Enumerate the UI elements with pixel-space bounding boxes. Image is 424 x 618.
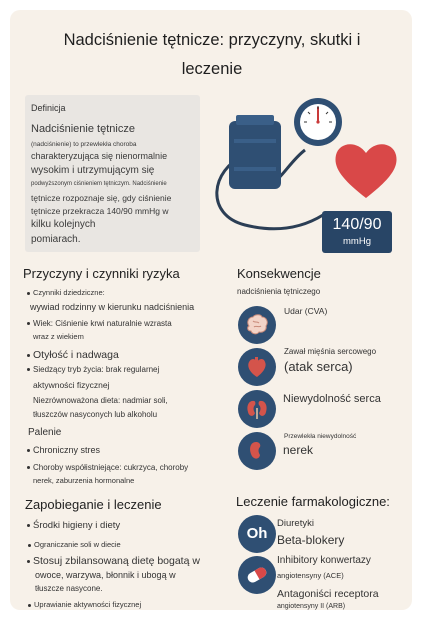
- brain-icon: [245, 314, 269, 336]
- heart-icon: [333, 140, 399, 200]
- page-title: Nadciśnienie tętnicze: przyczyny, skutki i leczenie: [63, 31, 361, 78]
- definition-line: wysokim i utrzymującym się: [31, 165, 155, 176]
- kidney-icon: [245, 398, 269, 420]
- cause-item: Otyłość i nadwaga: [27, 349, 119, 361]
- kidney-icon: [248, 440, 266, 462]
- treatment-title: Leczenie farmakologiczne:: [236, 494, 390, 509]
- pill-icon-circle: [238, 556, 276, 594]
- prevention-item: tłuszcze nasycone.: [35, 584, 103, 593]
- prevention-item: Uprawianie aktywności fizycznej: [28, 600, 141, 609]
- bp-value: 140/90: [332, 216, 382, 233]
- causes-title: Przyczyny i czynniki ryzyka: [23, 266, 180, 281]
- treatment-line: angiotensyny (ACE): [277, 571, 344, 580]
- definition-line: pomiarach.: [31, 234, 81, 245]
- cause-item: tłuszczów nasyconych lub alkoholu: [33, 410, 158, 419]
- definition-line: podwyższonym ciśnieniem tętniczym. Nadciśnienie: [31, 181, 167, 187]
- cause-item: nerek, zaburzenia hormonalne: [33, 476, 135, 485]
- definition-line: tętnicze przekracza 140/90 mmHg w: [31, 206, 169, 216]
- cause-item: Siedzący tryb życia: brak regularnej: [27, 365, 159, 374]
- definition-line: kilku kolejnych: [31, 219, 96, 230]
- consequence-heart-attack-line2: (atak serca): [284, 359, 353, 374]
- cause-item: Wiek: Ciśnienie krwi naturalnie wzrasta: [27, 319, 172, 328]
- prevention-title: Zapobieganie i leczenie: [25, 497, 162, 512]
- bp-unit: mmHg: [343, 236, 371, 247]
- cause-item: Czynniki dziedziczne:: [27, 288, 105, 297]
- cause-item: Chroniczny stres: [27, 445, 100, 455]
- kidney-icon-circle: [238, 390, 276, 428]
- cause-item: wywiad rodzinny w kierunku nadciśnienia: [30, 302, 195, 312]
- pill-icon: [244, 565, 270, 585]
- definition-line: tętnicze rozpoznaje się, gdy ciśnienie: [31, 193, 172, 203]
- treatment-line: Antagoniści receptora: [277, 588, 379, 600]
- definition-box: [25, 95, 200, 252]
- definition-line: (nadciśnienie) to przewlekła choroba: [31, 141, 137, 148]
- bp-reading-display: [322, 211, 392, 253]
- cause-item: Palenie: [28, 427, 62, 438]
- cause-item: aktywności fizycznej: [33, 380, 110, 390]
- prevention-item: Ograniczanie soli w diecie: [28, 540, 121, 549]
- kidney-failure-icon-circle: [238, 432, 276, 470]
- consequence-heart-failure: Niewydolność serca: [283, 393, 381, 405]
- consequence-stroke: Udar (CVA): [284, 306, 328, 316]
- diuretic-icon-circle: [238, 515, 276, 553]
- brain-icon-circle: [238, 306, 276, 344]
- consequences-title: Konsekwencje: [237, 266, 321, 281]
- consequences-subtitle: nadciśnienia tętniczego: [237, 287, 321, 296]
- consequence-kidney-line2: nerek: [283, 443, 314, 457]
- prevention-item: Stosuj zbilansowaną dietę bogatą w: [27, 555, 200, 567]
- treatment-line: Diuretyki: [277, 518, 314, 529]
- consequence-heart-attack-line1: Zawał mięśnia sercowego: [284, 347, 377, 356]
- definition-line: charakteryzująca się nienormalnie: [31, 151, 168, 161]
- consequence-kidney-line1: Przewlekła niewydolność: [284, 433, 357, 440]
- definition-line: Nadciśnienie tętnicze: [31, 123, 135, 135]
- definition-heading: Definicja: [31, 103, 66, 113]
- treatment-line: Inhibitory konwertazy: [277, 555, 371, 566]
- cause-item: Choroby współistniejące: cukrzyca, choroby: [27, 463, 188, 472]
- heart-organ-icon-circle: [238, 348, 276, 386]
- oh-label: Oh: [246, 525, 268, 542]
- cause-item: wraz z wiekiem: [33, 332, 84, 341]
- heart-organ-icon: [246, 356, 268, 378]
- treatment-line: angiotensyny II (ARB): [277, 603, 346, 610]
- cause-item: Niezrównoważona dieta: nadmiar soli,: [33, 396, 168, 405]
- prevention-item: owoce, warzywa, błonnik i ubogą w: [35, 570, 176, 580]
- prevention-item: Środki higieny i diety: [27, 520, 120, 531]
- treatment-line: Beta-blokery: [277, 533, 345, 547]
